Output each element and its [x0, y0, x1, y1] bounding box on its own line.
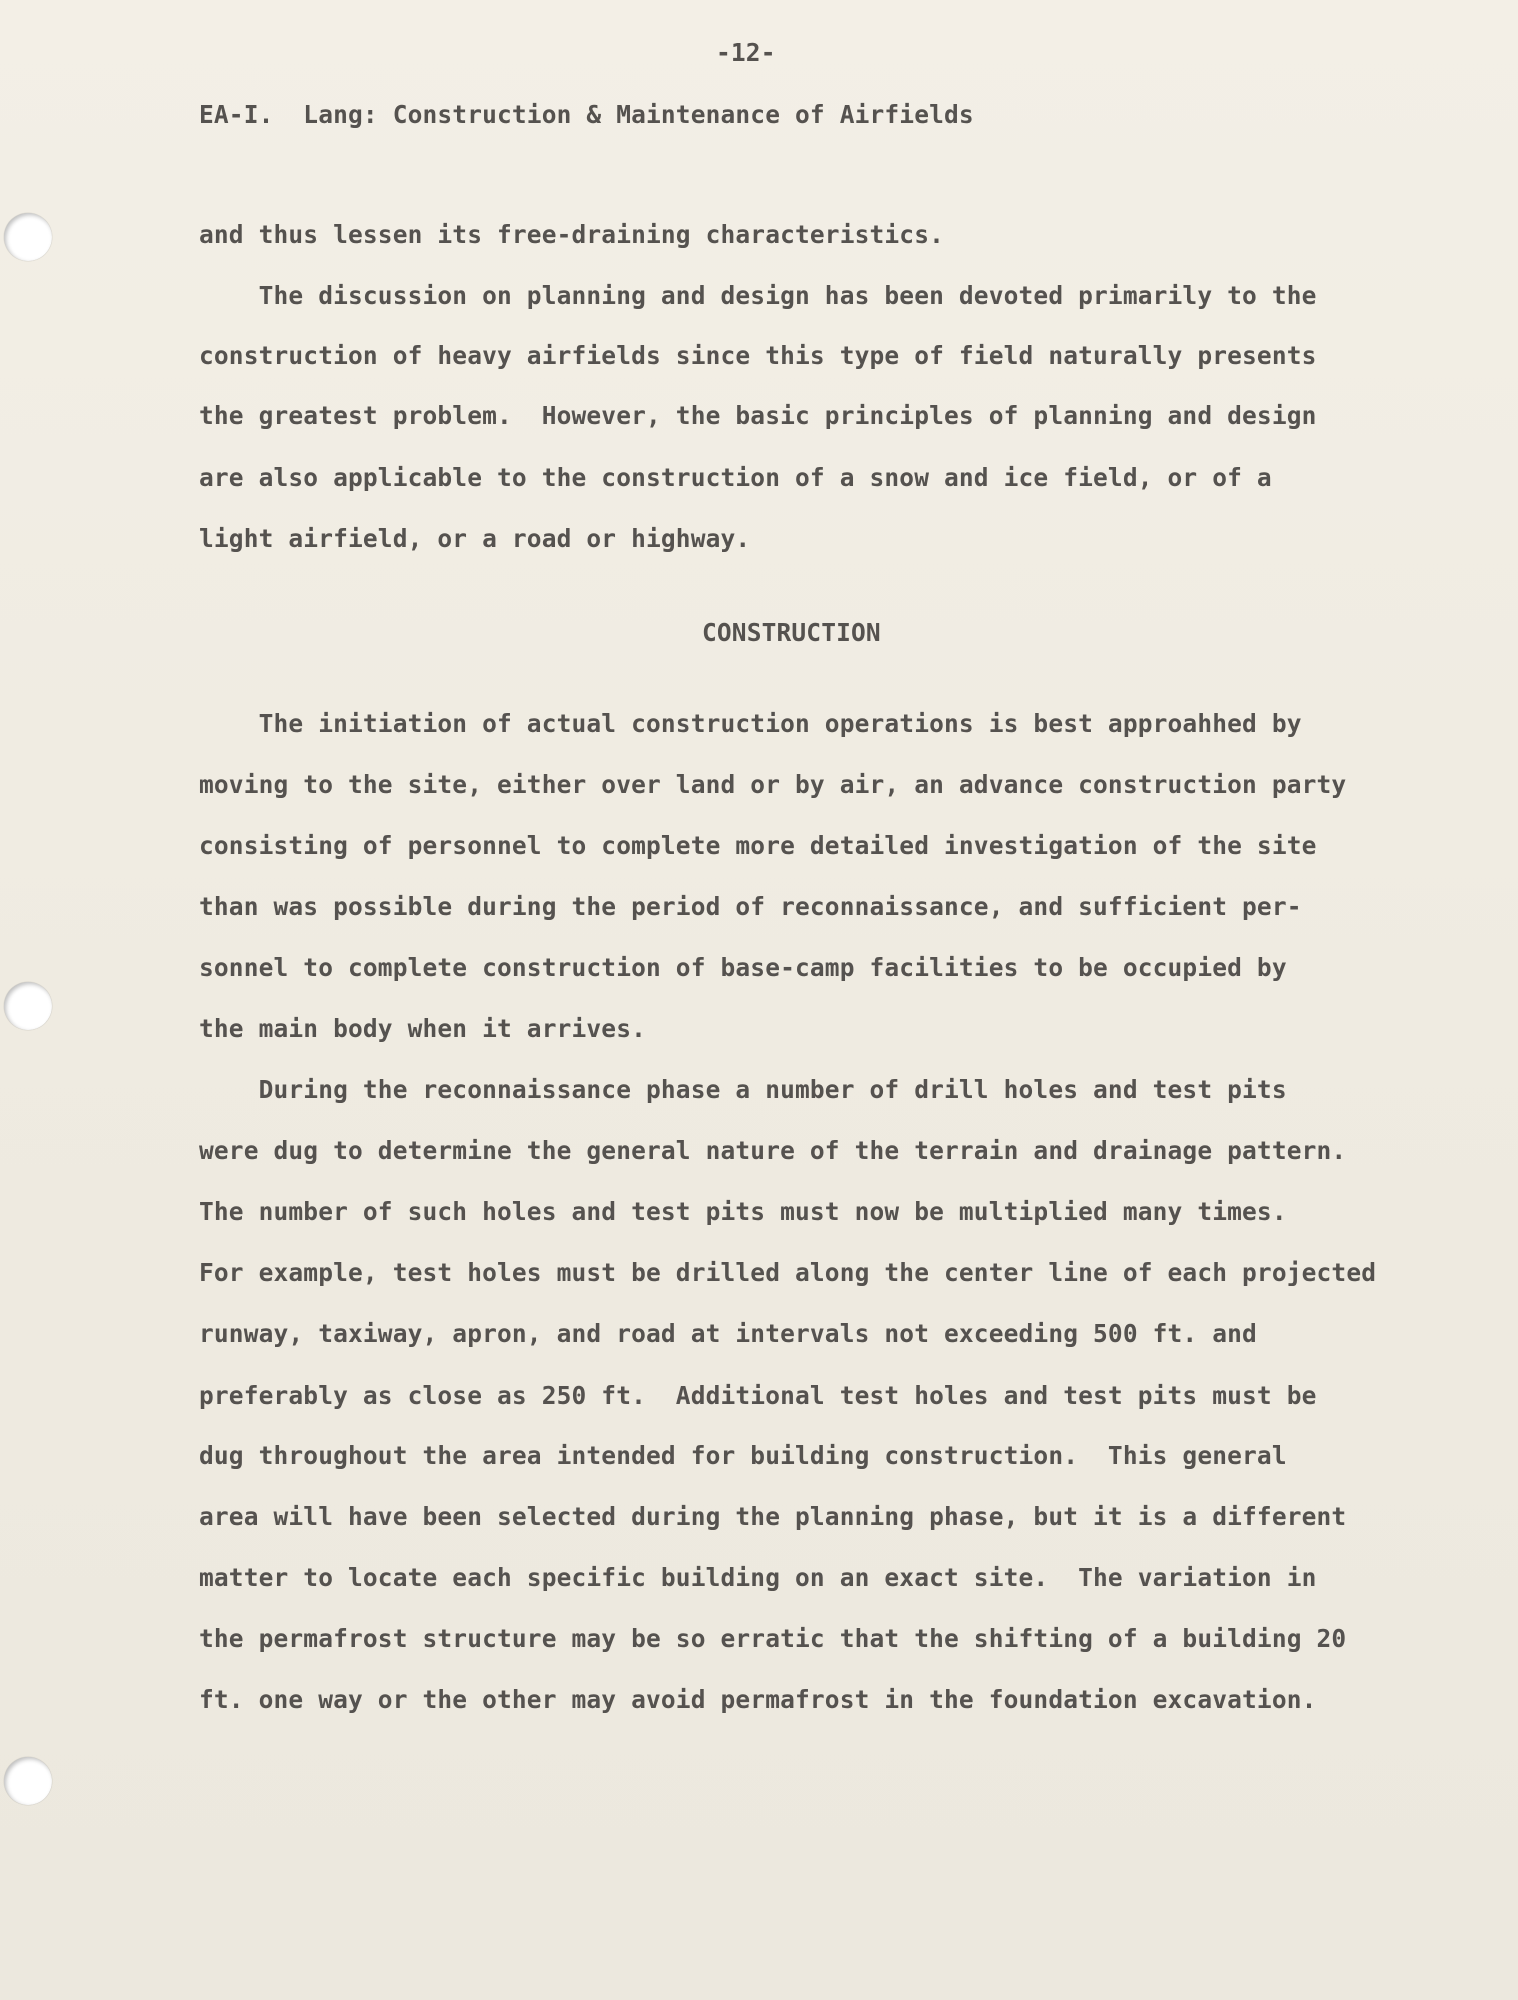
text-line: During the reconnaissance phase a number of drill holes and test pits	[199, 1075, 1287, 1104]
text-line: the main body when it arrives.	[199, 1014, 647, 1043]
section-heading: CONSTRUCTION	[702, 618, 881, 647]
text-line: matter to locate each specific building on an exact site. The variation in	[199, 1563, 1317, 1592]
text-line: moving to the site, either over land or by air, an advance construction party	[199, 770, 1347, 799]
text-line: The number of such holes and test pits must now be multiplied many times.	[199, 1197, 1287, 1226]
text-line: were dug to determine the general nature of the terrain and drainage pattern.	[199, 1136, 1347, 1165]
text-line: dug throughout the area intended for building construction. This general	[199, 1441, 1287, 1470]
text-line: light airfield, or a road or highway.	[199, 524, 751, 553]
text-line: construction of heavy airfields since this type of field naturally presents	[199, 341, 1317, 370]
text-line: than was possible during the period of reconnaissance, and sufficient per-	[199, 892, 1302, 921]
punch-hole-top	[4, 213, 52, 261]
punch-hole-bottom	[4, 1757, 52, 1805]
text-line: the permafrost structure may be so erratic that the shifting of a building 20	[199, 1624, 1347, 1653]
text-line: ft. one way or the other may avoid permafrost in the foundation excavation.	[199, 1685, 1317, 1714]
text-line: are also applicable to the construction of a snow and ice field, or of a	[199, 463, 1272, 492]
page-number: -12-	[716, 38, 776, 67]
text-line: area will have been selected during the planning phase, but it is a different	[199, 1502, 1347, 1531]
text-line: consisting of personnel to complete more detailed investigation of the site	[199, 831, 1317, 860]
punch-hole-middle	[4, 982, 52, 1030]
text-line: preferably as close as 250 ft. Additional test holes and test pits must be	[199, 1381, 1317, 1410]
text-line: the greatest problem. However, the basic principles of planning and design	[199, 401, 1317, 430]
running-header: EA-I. Lang: Construction & Maintenance of Airfields	[199, 100, 974, 129]
text-line: sonnel to complete construction of base-camp facilities to be occupied by	[199, 953, 1287, 982]
text-line: runway, taxiway, apron, and road at intervals not exceeding 500 ft. and	[199, 1319, 1257, 1348]
text-line: and thus lessen its free-draining characteristics.	[199, 220, 945, 249]
text-line: For example, test holes must be drilled along the center line of each projected	[199, 1258, 1377, 1287]
text-line: The discussion on planning and design has been devoted primarily to the	[199, 281, 1317, 310]
text-line: The initiation of actual construction operations is best approahhed by	[199, 709, 1302, 738]
